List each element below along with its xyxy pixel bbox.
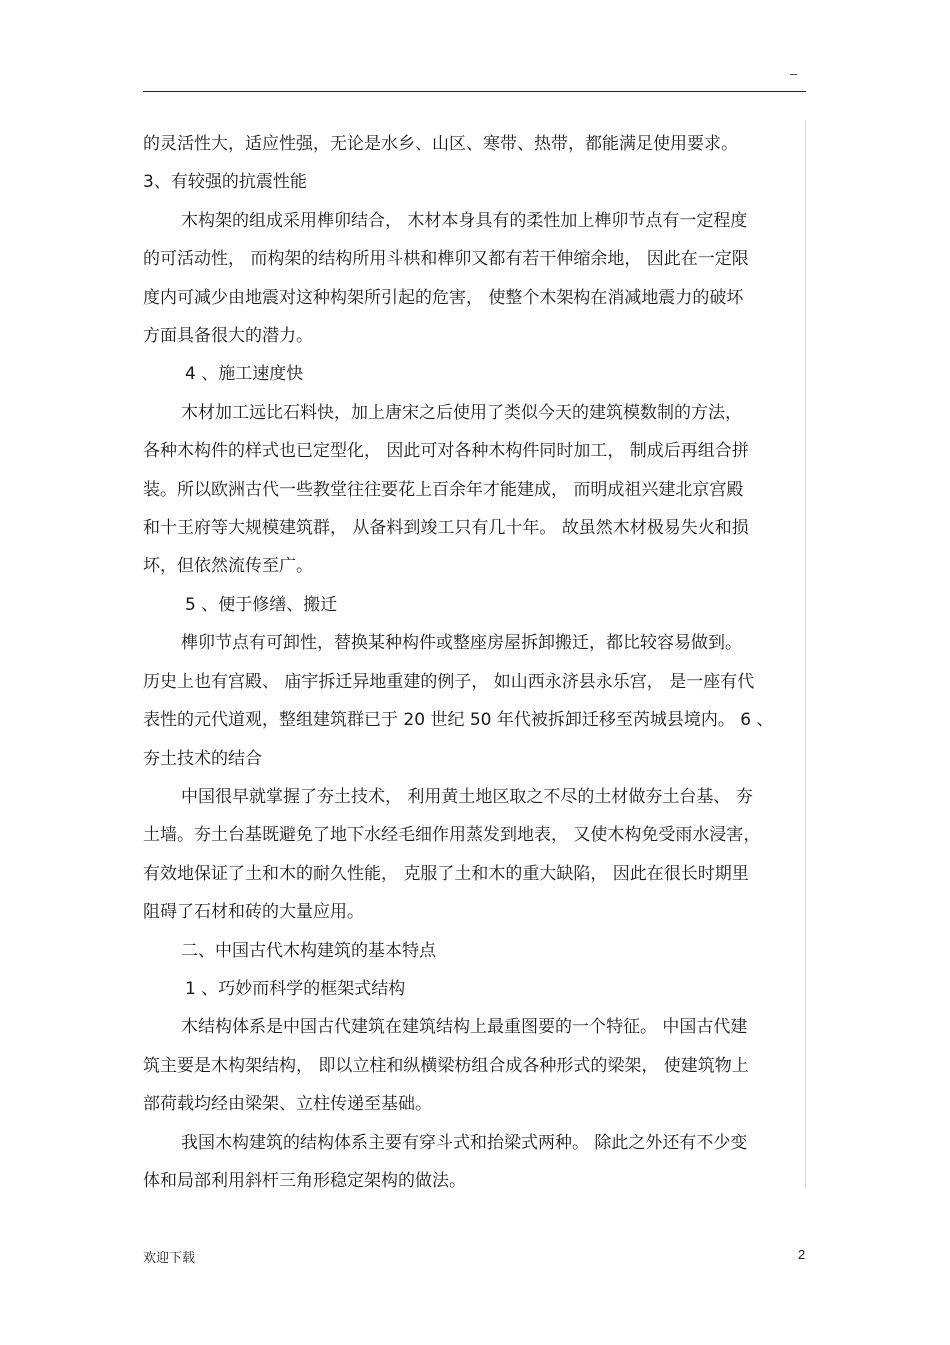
section-heading: 5 、便于修缮、搬迁 <box>185 594 338 615</box>
text-line: 土墙。夯土台基既避免了地下水经毛细作用蒸发到地表， 又使木构免受雨水浸害， <box>143 825 761 846</box>
margin-rule <box>805 120 806 1188</box>
text-line: 有效地保证了土和木的耐久性能， 克服了土和木的重大缺陷， 因此在很长时期里 <box>143 863 749 884</box>
text-line: 装。所以欧洲古代一些教堂往往要花上百余年才能建成， 而明成祖兴建北京宫殿 <box>143 479 744 500</box>
text-line: 度内可减少由地震对这种构架所引起的危害， 使整个木架构在消减地震力的破坏 <box>143 287 744 308</box>
text-line: 历史上也有宫殿、 庙宇拆迁异地重建的例子， 如山西永济县永乐宫， 是一座有代 <box>143 671 755 692</box>
document-body <box>143 125 805 1200</box>
text-line: 的可活动性， 而构架的结构所用斗栱和榫卯又都有若干伸缩余地， 因此在一定限 <box>143 249 749 270</box>
text-line: 部荷载均经由梁架、立柱传递至基础。 <box>143 1094 432 1115</box>
text-line: 木结构体系是中国古代建筑在建筑结构上最重图要的一个特征。 中国古代建 <box>181 1017 748 1038</box>
text-line: 木构架的组成采用榫卯结合， 木材本身具有的柔性加上榫卯节点有一定程度 <box>181 210 748 231</box>
header-rule <box>143 91 806 92</box>
text-line: 体和局部利用斜杆三角形稳定架构的做法。 <box>143 1170 466 1191</box>
text-line: 和十王府等大规模建筑群， 从备料到竣工只有几十年。 故虽然木材极易失火和损 <box>143 518 749 539</box>
text-line: 筑主要是木构架结构， 即以立柱和纵横梁枋组合成各种形式的梁架， 使建筑物上 <box>143 1055 749 1076</box>
section-heading: 二、中国古代木构建筑的基本特点 <box>181 940 436 961</box>
text-line: 方面具备很大的潜力。 <box>143 326 313 347</box>
text-line: 夯土技术的结合 <box>143 748 262 769</box>
section-heading: 4 、施工速度快 <box>185 364 304 385</box>
section-heading: 3、有较强的抗震性能 <box>143 172 307 193</box>
text-line: 各种木构件的样式也已定型化， 因此可对各种木构件同时加工， 制成后再组合拼 <box>143 441 749 462</box>
text-line: 的灵活性大，适应性强，无论是水乡、山区、寒带、热带，都能满足使用要求。 <box>143 134 738 154</box>
page-number: 2 <box>798 1247 806 1262</box>
text-line: 榫卯节点有可卸性，替换某种构件或整座房屋拆卸搬迁，都比较容易做到。 <box>181 633 742 654</box>
section-heading: 1 、巧妙而科学的框架式结构 <box>185 978 406 999</box>
header-mark: – <box>790 66 798 81</box>
text-line: 中国很早就掌握了夯土技术， 利用黄土地区取之不尽的土材做夯土台基、 夯 <box>181 786 753 807</box>
footer-text: 欢迎下载 <box>143 1251 196 1266</box>
text-line: 木材加工远比石料快，加上唐宋之后使用了类似今天的建筑模数制的方法， <box>181 402 742 423</box>
text-line: 我国木构建筑的结构体系主要有穿斗式和抬梁式两种。 除此之外还有不少变 <box>181 1132 748 1153</box>
text-line: 阻碍了石材和砖的大量应用。 <box>143 902 364 923</box>
text-line: 表性的元代道观，整组建筑群已于 20 世纪 50 年代被拆卸迁移至芮城县境内。 6 、 <box>143 710 774 731</box>
text-line: 坏，但依然流传至广。 <box>143 556 313 577</box>
